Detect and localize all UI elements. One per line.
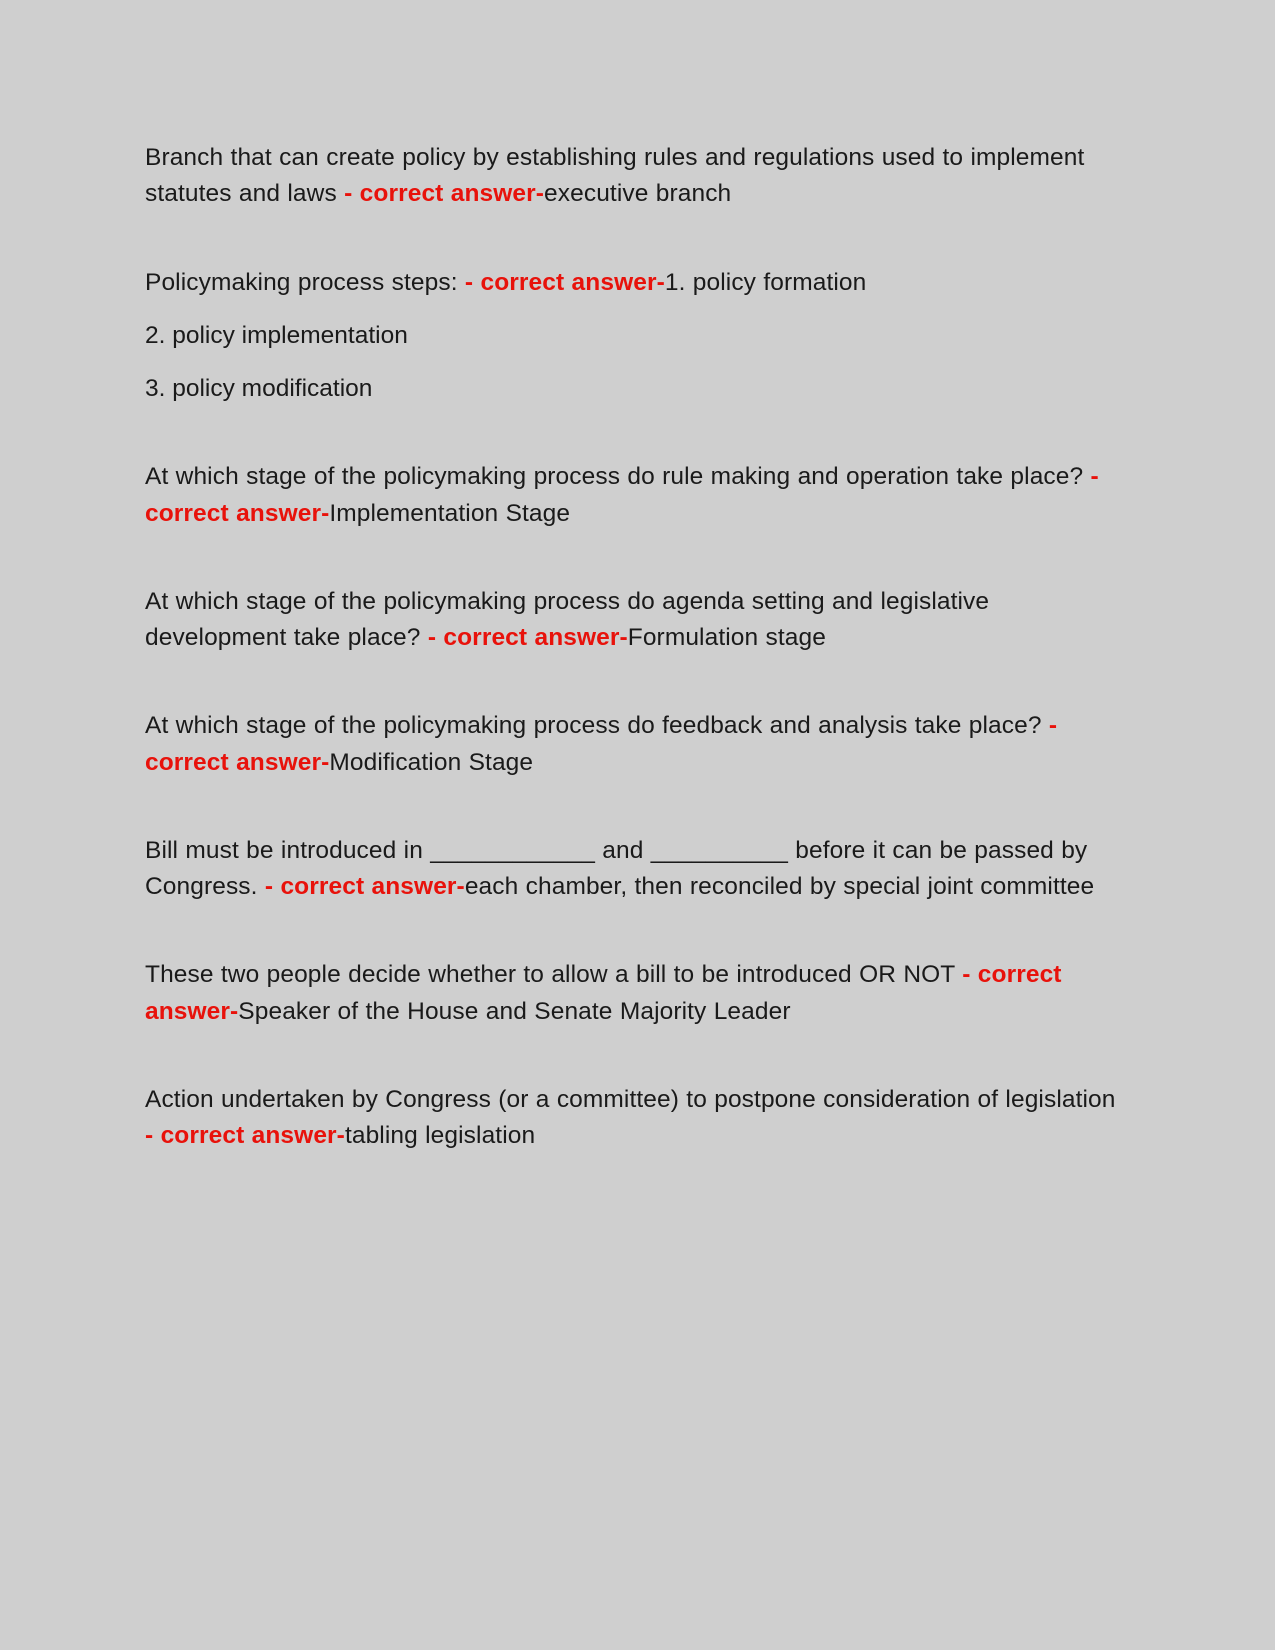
answer-text: each chamber, then reconciled by special joint committee bbox=[464, 873, 1095, 900]
qa-block-2 bbox=[145, 265, 1125, 408]
answer-text: tabling legislation bbox=[344, 1122, 536, 1149]
qa-line bbox=[145, 708, 1125, 781]
correct-answer-marker: - correct answer- bbox=[145, 463, 1099, 527]
answer-text: 1. policy formation bbox=[664, 268, 867, 296]
correct-answer-marker: - correct answer- bbox=[427, 624, 628, 651]
answer-text: Modification Stage bbox=[329, 748, 534, 776]
correct-answer-marker: - correct answer- bbox=[264, 873, 465, 900]
question-text: These two people decide whether to allow a bill to be introduced OR NOT bbox=[145, 961, 963, 989]
qa-line bbox=[145, 140, 1125, 213]
question-text: At which stage of the policymaking process do rule making and operation take place? bbox=[145, 463, 1091, 491]
correct-answer-marker: - correct answer- bbox=[145, 712, 1058, 776]
question-text: Policymaking process steps: bbox=[145, 268, 465, 296]
answer-text: Formulation stage bbox=[627, 624, 826, 651]
correct-answer-marker: - correct answer- bbox=[344, 180, 545, 208]
qa-block-3 bbox=[145, 459, 1125, 532]
question-text: At which stage of the policymaking process do feedback and analysis take place? bbox=[145, 712, 1049, 740]
qa-block-7 bbox=[145, 957, 1125, 1030]
question-text: Bill must be introduced in ____________ and __________ before it can be passed by Congress. bbox=[145, 836, 1088, 900]
qa-block-8 bbox=[145, 1082, 1125, 1155]
qa-line bbox=[145, 833, 1125, 906]
answer-extra-line: 2. policy implementation bbox=[145, 321, 408, 349]
qa-line bbox=[145, 584, 1125, 657]
qa-line bbox=[145, 459, 1125, 532]
qa-line bbox=[145, 265, 1125, 301]
question-text: Branch that can create policy by establishing rules and regulations used to implement statutes and laws bbox=[145, 144, 1085, 208]
qa-block-6 bbox=[145, 833, 1125, 906]
correct-answer-marker: - correct answer- bbox=[145, 961, 1062, 1025]
qa-block-1 bbox=[145, 140, 1125, 213]
correct-answer-marker: - correct answer- bbox=[464, 268, 665, 296]
qa-line bbox=[145, 957, 1125, 1030]
answer-text: Speaker of the House and Senate Majority Leader bbox=[238, 997, 791, 1025]
question-text: At which stage of the policymaking process do agenda setting and legislative development take place? bbox=[145, 587, 990, 651]
answer-text: Implementation Stage bbox=[329, 499, 571, 527]
qa-line bbox=[145, 1082, 1125, 1155]
answer-extra-line: 3. policy modification bbox=[145, 375, 373, 402]
qa-block-4 bbox=[145, 584, 1125, 657]
qa-block-5 bbox=[145, 708, 1125, 781]
answer-text: executive branch bbox=[544, 180, 732, 208]
question-text: Action undertaken by Congress (or a committee) to postpone consideration of legislation bbox=[145, 1085, 1116, 1113]
correct-answer-marker: - correct answer- bbox=[145, 1122, 345, 1149]
